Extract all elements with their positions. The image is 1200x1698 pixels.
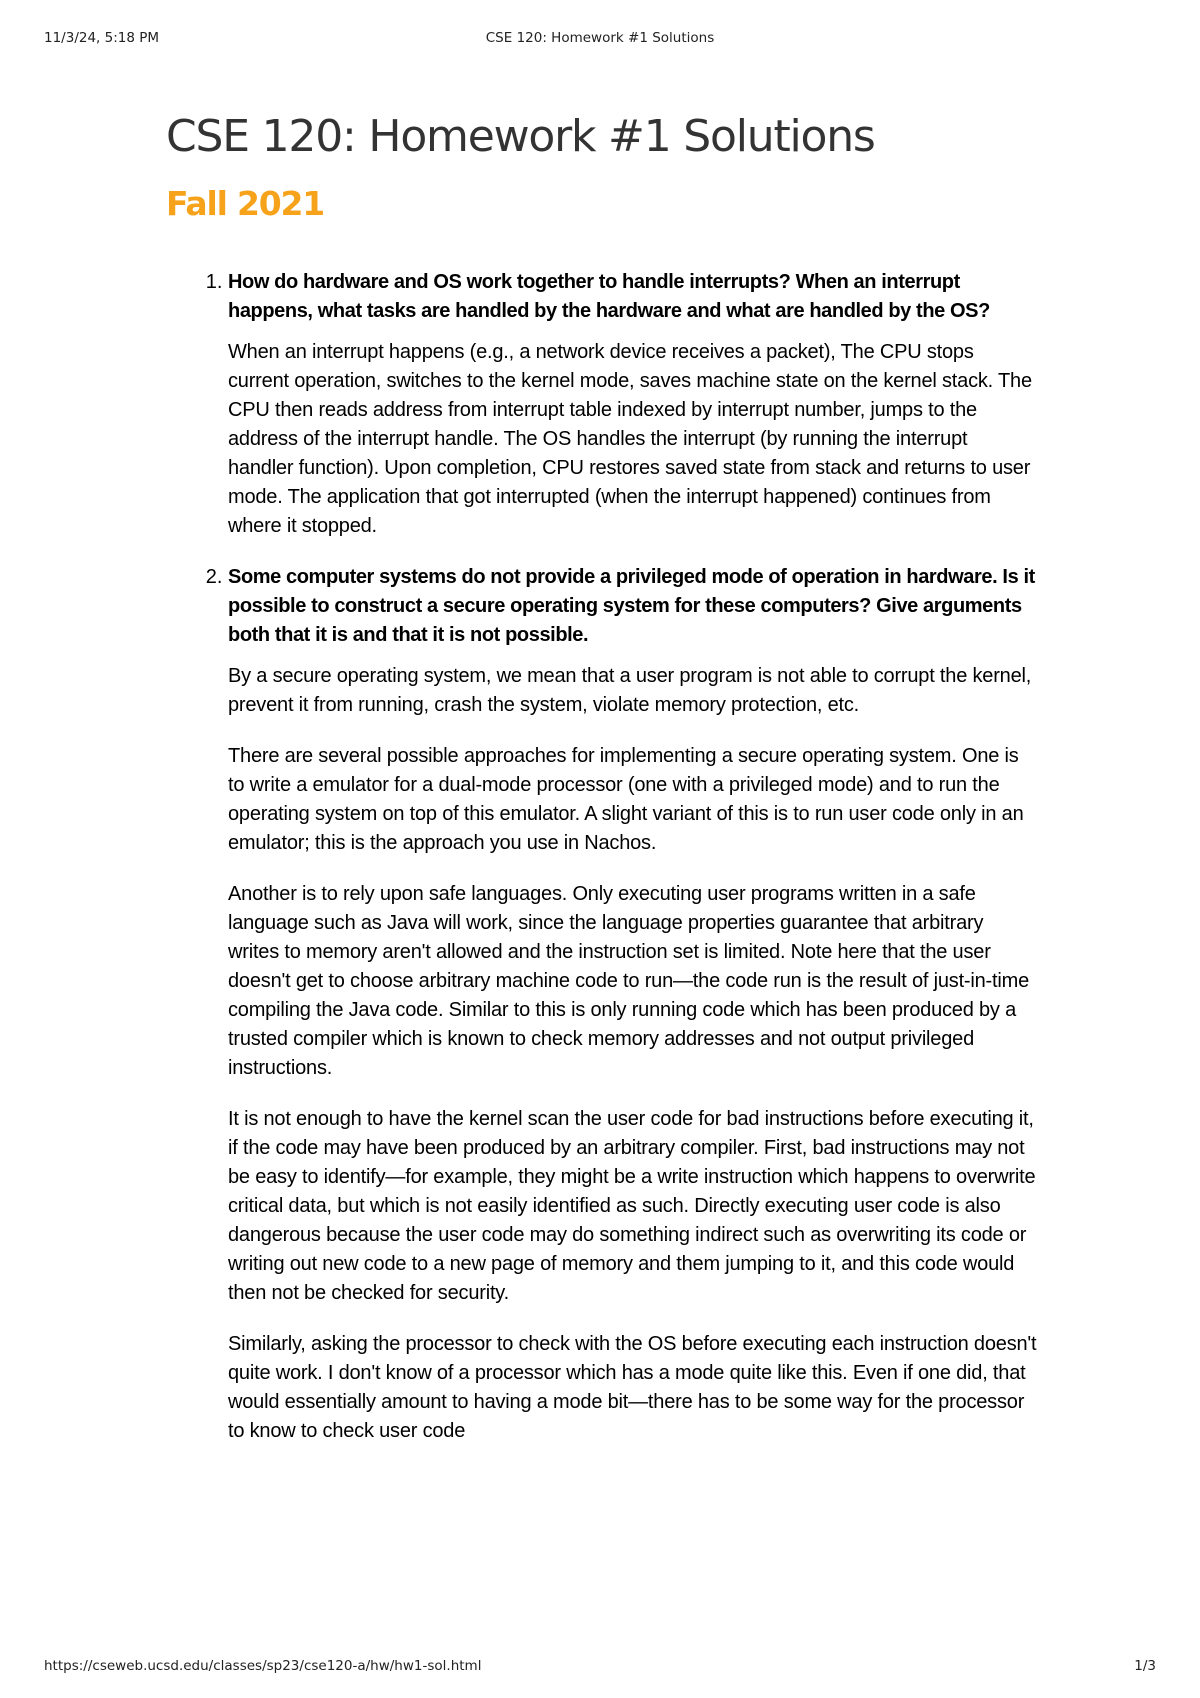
answer-paragraph: By a secure operating system, we mean that a user program is not able to corrupt the kernel, prevent it from running, crash the system, violate memory protection, etc. xyxy=(228,665,1032,716)
answer-paragraph: It is not enough to have the kernel scan the user code for bad instructions before executing it, if the code may have been produced by an arbitrary compiler. First, bad instructions may not be easy to identify—for example, they might be a write instruction which happens to overwrite critical data, but which is not easily identified as such. Directly executing user code is also dangerous because the user code may do something indirect such as overwriting its code or writing out new code to a new page of memory and them jumping to it, and this code would then not be checked for security. xyxy=(228,1108,1036,1304)
question-item xyxy=(228,563,1038,1446)
page-number: 1/3 xyxy=(1134,1658,1156,1674)
question-list xyxy=(166,268,1038,1446)
page-subtitle: Fall 2021 xyxy=(166,184,325,223)
answer-paragraph: When an interrupt happens (e.g., a network device receives a packet), The CPU stops current operation, switches to the kernel mode, saves machine state on the kernel stack. The CPU then reads address from interrupt table indexed by interrupt number, jumps to the address of the interrupt handle. The OS handles the interrupt (by running the interrupt handler function). Upon completion, CPU restores saved state from stack and returns to user mode. The application that got interrupted (when the interrupt happened) continues from where it stopped. xyxy=(228,341,1032,537)
answer-paragraph: There are several possible approaches for implementing a secure operating system. One is to write a emulator for a dual-mode processor (one with a privileged mode) and to run the operating system on top of this emulator. A slight variant of this is to run user code only in an emulator; this is the approach you use in Nachos. xyxy=(228,745,1024,854)
print-page-title: CSE 120: Homework #1 Solutions xyxy=(485,30,715,46)
page-title: CSE 120: Homework #1 Solutions xyxy=(166,111,875,162)
document-content xyxy=(166,102,1046,1468)
question-text: 2. Some computer systems do not provide a privileged mode of operation in hardware. Is it possible to construct a secure operating system for these computers? Give arguments both that it is and that it is not possible. xyxy=(228,566,1035,646)
source-url: https://cseweb.ucsd.edu/classes/sp23/cse120-a/hw/hw1-sol.html xyxy=(44,1658,482,1674)
print-footer xyxy=(44,1658,1156,1678)
print-header xyxy=(44,30,1156,50)
answer-paragraph: Similarly, asking the processor to check with the OS before executing each instruction doesn't quite work. I don't know of a processor which has a mode quite like this. Even if one did, that would essentially amount to having a mode bit—there has to be some way for the processor to know to check user code xyxy=(228,1333,1037,1442)
question-item xyxy=(228,268,1038,541)
print-datetime: 11/3/24, 5:18 PM xyxy=(44,30,160,46)
question-text: 1. How do hardware and OS work together to handle interrupts? When an interrupt happens, what tasks are handled by the hardware and what are handled by the OS? xyxy=(228,271,990,322)
answer-paragraph: Another is to rely upon safe languages. Only executing user programs written in a safe language such as Java will work, since the language properties guarantee that arbitrary writes to memory aren't allowed and the instruction set is limited. Note here that the user doesn't get to choose arbitrary machine code to run—the code run is the result of just-in-time compiling the Java code. Similar to this is only running code which has been produced by a trusted compiler which is known to check memory addresses and not output privileged instructions. xyxy=(228,883,1029,1079)
